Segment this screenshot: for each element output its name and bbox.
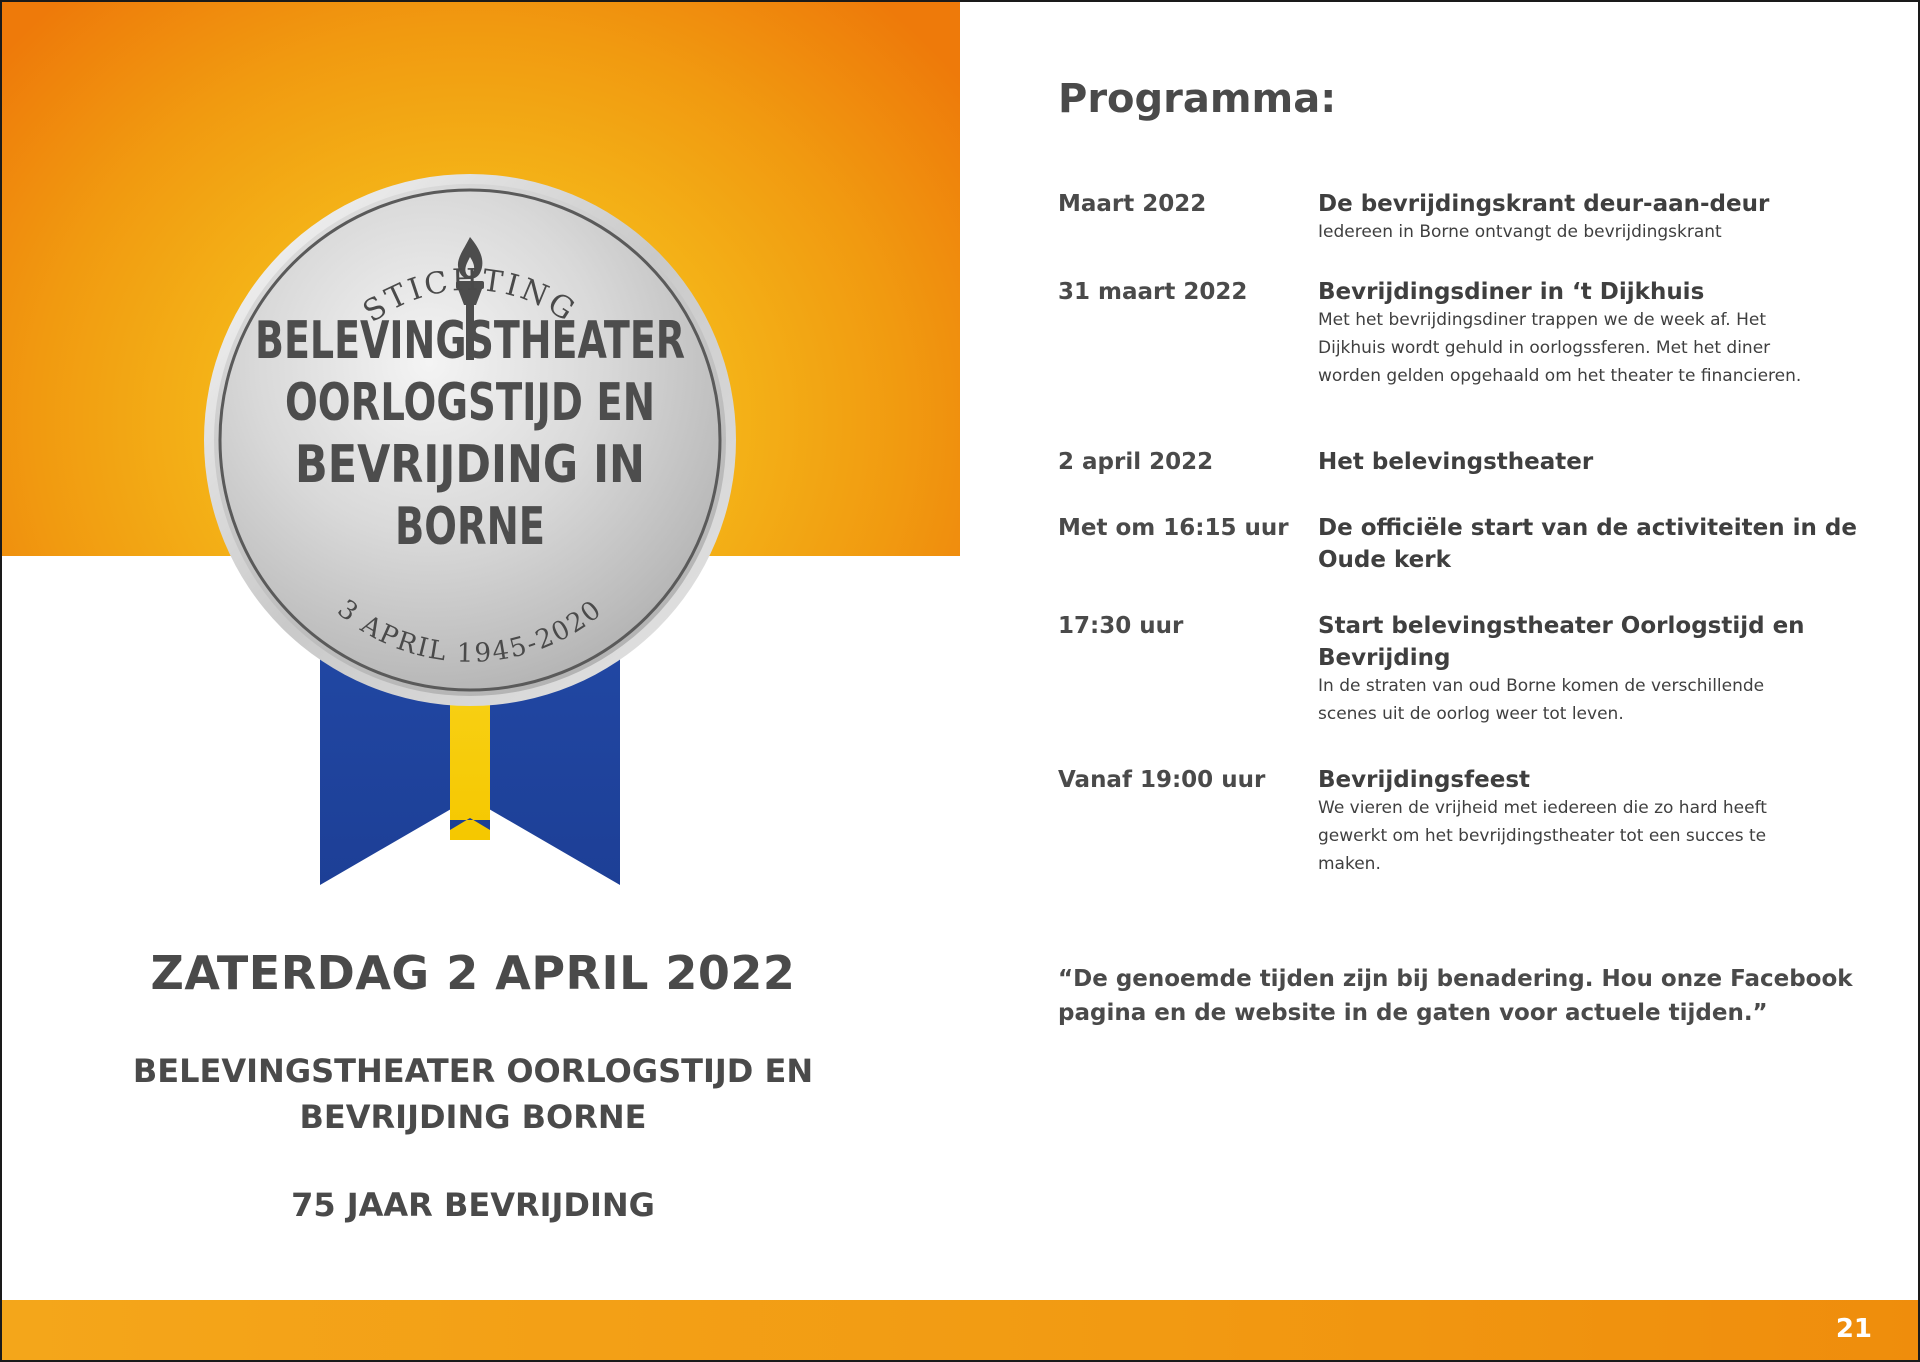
program-event: De officiële start van de activiteiten in de Oude kerk <box>1318 515 1857 573</box>
program-time: Vanaf 19:00 uur <box>1058 767 1266 793</box>
description-line: gewerkt om het bevrijdingstheater tot een succes te <box>1318 826 1767 846</box>
medal-line-4: BORNE <box>395 497 545 557</box>
program-event: De bevrijdingskrant deur-aan-deur <box>1318 191 1770 217</box>
program-description <box>1318 306 1858 390</box>
medal-line-3: BEVRIJDING IN <box>295 435 645 495</box>
footer-bar <box>0 1300 1920 1362</box>
page-number: 21 <box>1835 1314 1872 1344</box>
medal-badge <box>180 140 760 900</box>
description-line: In de straten van oud Borne komen de verschillende <box>1318 676 1765 696</box>
program-event: Bevrijdingsfeest <box>1318 767 1530 793</box>
description-line: scenes uit de oorlog weer tot leven. <box>1318 704 1624 724</box>
medal-top-arc-text: STICHTING <box>356 262 583 330</box>
description-line: Iedereen in Borne ontvangt de bevrijdingskrant <box>1318 222 1722 242</box>
description-line: Dijkhuis wordt gehuld in oorlogssferen. Met het diner <box>1318 338 1771 358</box>
program-time: 31 maart 2022 <box>1058 279 1248 305</box>
description-line: maken. <box>1318 854 1381 874</box>
program-event: Bevrijdingsdiner in ‘t Dijkhuis <box>1318 279 1705 305</box>
program-time: 17:30 uur <box>1058 613 1184 639</box>
description-line: We vieren de vrijheid met iedereen die zo hard heeft <box>1318 798 1767 818</box>
medal-bottom-arc-text: 3 APRIL 1945-2020 <box>331 594 609 669</box>
program-event: Start belevingstheater Oorlogstijd en Bevrijding <box>1318 613 1805 671</box>
event-title-line-2: BEVRIJDING BORNE <box>299 1098 647 1136</box>
program-description <box>1318 672 1858 728</box>
program-time: 2 april 2022 <box>1058 449 1214 475</box>
description-line: worden gelden opgehaald om het theater te financieren. <box>1318 366 1802 386</box>
event-title <box>0 1048 946 1140</box>
event-title-line-1: BELEVINGSTHEATER OORLOGSTIJD EN <box>132 1052 814 1090</box>
description-line: Met het bevrijdingsdiner trappen we de week af. Het <box>1318 310 1766 330</box>
program-time: Maart 2022 <box>1058 191 1207 217</box>
program-event: Het belevingstheater <box>1318 449 1594 475</box>
medal-line-1: BELEVINGSTHEATER <box>255 311 685 371</box>
medal-line-2: OORLOGSTIJD EN <box>285 373 655 433</box>
right-page <box>960 0 1920 1300</box>
date-heading: ZATERDAG 2 APRIL 2022 <box>150 946 796 1000</box>
program-description <box>1318 794 1858 878</box>
program-time: Met om 16:15 uur <box>1058 515 1289 541</box>
program-description <box>1318 218 1858 246</box>
anniversary-text: 75 JAAR BEVRIJDING <box>291 1186 655 1224</box>
left-page <box>0 0 960 1300</box>
timing-note: “De genoemde tijden zijn bij benadering. Hou onze Facebook pagina en de website in de gaten voor actuele tijden.” <box>1058 966 1853 1026</box>
program-title: Programma: <box>1058 76 1337 122</box>
